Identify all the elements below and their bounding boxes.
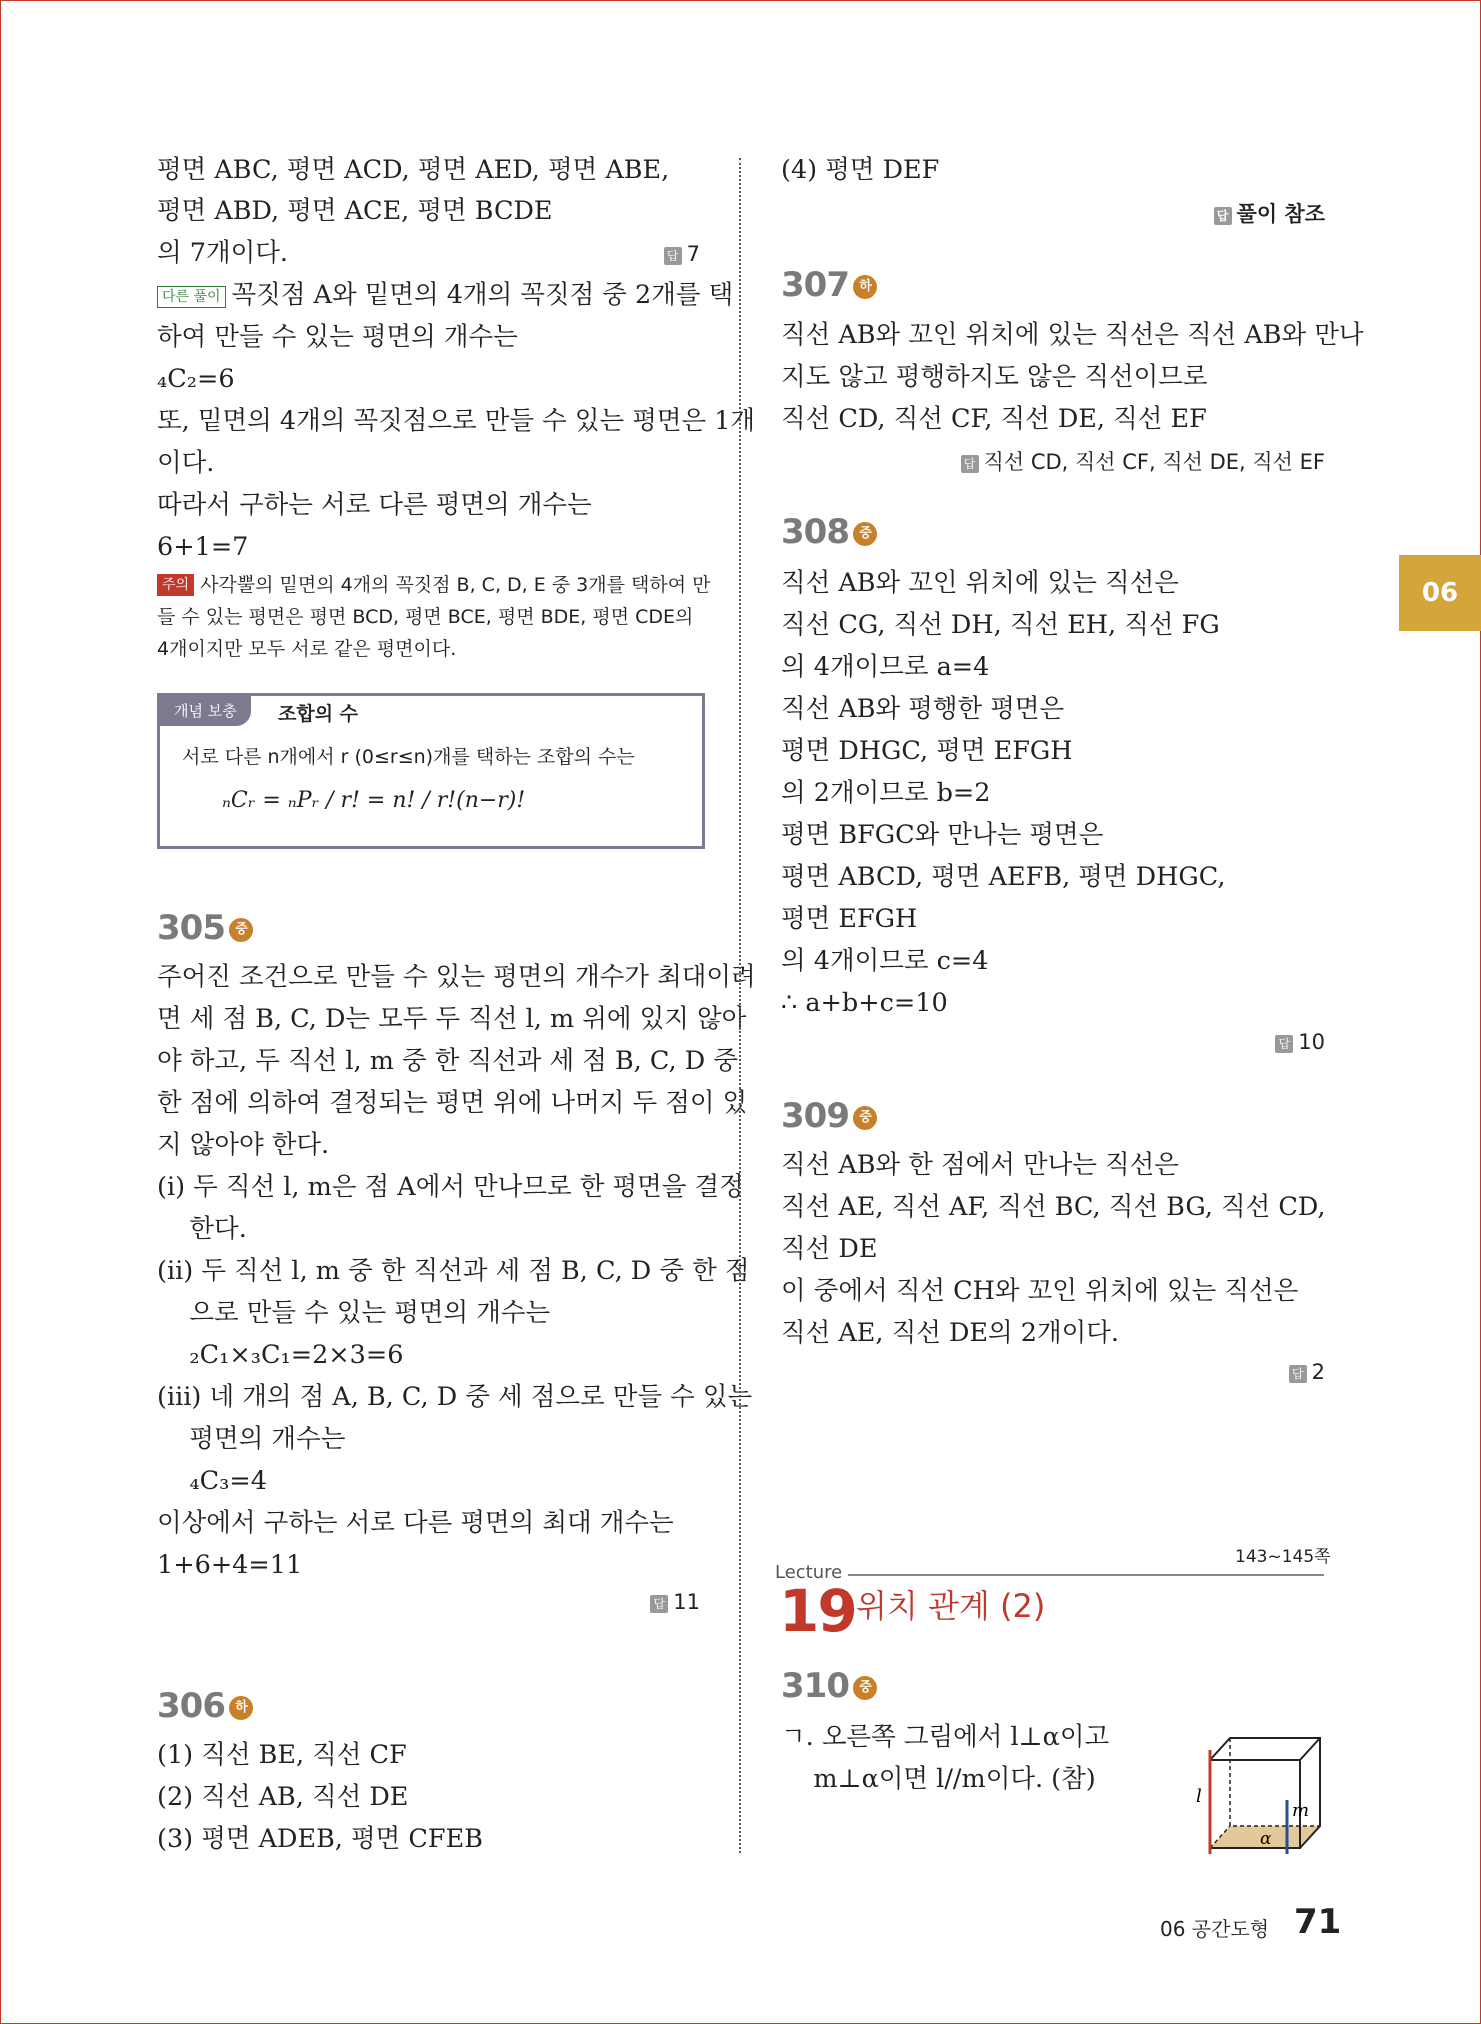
problem-308-number: 308 중 xyxy=(781,512,877,552)
p305-line: 1+6+4=11 xyxy=(157,1550,303,1580)
p305-line: 한 점에 의하여 결정되는 평면 위에 나머지 두 점이 있 xyxy=(157,1088,748,1118)
p305-line: ₄C₃=4 xyxy=(157,1466,267,1496)
label-m: m xyxy=(1292,1800,1310,1821)
p308-line: 의 4개이므로 c=4 xyxy=(781,946,989,976)
alt-line-1: 다른 풀이 꼭짓점 A와 밑면의 4개의 꼭짓점 중 2개를 택 xyxy=(157,278,733,312)
alt-line-7: 6+1=7 xyxy=(157,532,249,562)
column-divider xyxy=(739,158,741,1853)
p306-line-4: (4) 평면 DEF xyxy=(781,155,940,185)
p305-line: 평면의 개수는 xyxy=(157,1424,346,1454)
p305-line: 주어진 조건으로 만들 수 있는 평면의 개수가 최대이려 xyxy=(157,962,756,992)
p310-line: m⊥α이면 l//m이다. (참) xyxy=(781,1764,1096,1794)
p305-line: ₂C₁×₃C₁=2×3=6 xyxy=(157,1340,404,1370)
alt-line-5: 이다. xyxy=(157,448,215,478)
p305-line: 한다. xyxy=(157,1214,247,1244)
p308-line: 직선 AB와 꼬인 위치에 있는 직선은 xyxy=(781,568,1179,598)
p305-line: 이상에서 구하는 서로 다른 평면의 최대 개수는 xyxy=(157,1508,674,1538)
note-line-2: 들 수 있는 평면은 평면 BCD, 평면 BCE, 평면 BDE, 평면 CDE의 xyxy=(157,606,694,628)
p306-line: (1) 직선 BE, 직선 CF xyxy=(157,1740,407,1770)
answer-mark: 답 xyxy=(664,247,682,265)
p309-line: 직선 AB와 한 점에서 만나는 직선은 xyxy=(781,1150,1179,1180)
footer-chapter: 06 공간도형 xyxy=(1160,1917,1270,1941)
cube-figure xyxy=(1196,1720,1326,1854)
level-badge: 중 xyxy=(853,1106,877,1130)
p309-line: 직선 AE, 직선 DE의 2개이다. xyxy=(781,1318,1120,1348)
p308-line: 평면 DHGC, 평면 EFGH xyxy=(781,736,1073,766)
lecture-pages: 143~145쪽 xyxy=(1235,1547,1331,1567)
problem-305-number: 305 중 xyxy=(157,908,253,948)
lecture-rule xyxy=(848,1574,1324,1576)
answer-309: 답 2 xyxy=(1289,1360,1325,1384)
label-l: l xyxy=(1196,1786,1202,1807)
p309-line: 이 중에서 직선 CH와 꼬인 위치에 있는 직선은 xyxy=(781,1276,1299,1306)
p308-line: 의 2개이므로 b=2 xyxy=(781,778,991,808)
label-alpha: α xyxy=(1260,1829,1272,1849)
p308-line: 직선 CG, 직선 DH, 직선 EH, 직선 FG xyxy=(781,610,1220,640)
p306-line: (3) 평면 ADEB, 평면 CFEB xyxy=(157,1824,483,1854)
answer-307: 답 직선 CD, 직선 CF, 직선 DE, 직선 EF xyxy=(961,446,1325,476)
p305-line: (ⅰ) 두 직선 l, m은 점 A에서 만나므로 한 평면을 결정 xyxy=(157,1172,744,1202)
p308-line: 평면 BFGC와 만나는 평면은 xyxy=(781,820,1104,850)
alt-line-4: 또, 밑면의 4개의 꼭짓점으로 만들 수 있는 평면은 1개 xyxy=(157,406,756,436)
p305-line: 야 하고, 두 직선 l, m 중 한 직선과 세 점 B, C, D 중 xyxy=(157,1046,738,1076)
p308-line: 평면 ABCD, 평면 AEFB, 평면 DHGC, xyxy=(781,862,1226,892)
p305-line: 으로 만들 수 있는 평면의 개수는 xyxy=(157,1298,551,1328)
alt-line-6: 따라서 구하는 서로 다른 평면의 개수는 xyxy=(157,490,592,520)
intro-line-2: 평면 ABD, 평면 ACE, 평면 BCDE xyxy=(157,196,553,226)
intro-line-1: 평면 ABC, 평면 ACD, 평면 AED, 평면 ABE, xyxy=(157,155,670,185)
concept-head: 개념 보충 xyxy=(160,696,251,726)
note-line-1: 주의 사각뿔의 밑면의 4개의 꼭짓점 B, C, D, E 중 3개를 택하여 만 xyxy=(157,570,710,600)
p308-line: 의 4개이므로 a=4 xyxy=(781,652,990,682)
p307-line: 직선 CD, 직선 CF, 직선 DE, 직선 EF xyxy=(781,404,1207,434)
chapter-tab: 06 xyxy=(1399,555,1481,631)
concept-formula: ₙCᵣ = ₙPᵣ / r! = n! / r!(n−r)! xyxy=(222,788,526,813)
level-badge: 중 xyxy=(229,918,253,942)
p305-line: (ⅲ) 네 개의 점 A, B, C, D 중 세 점으로 만들 수 있는 xyxy=(157,1382,753,1412)
answer-306: 답 풀이 참조 xyxy=(1214,198,1325,228)
p310-line: ㄱ. 오른쪽 그림에서 l⊥α이고 xyxy=(781,1722,1110,1752)
p307-line: 지도 않고 평행하지도 않은 직선이므로 xyxy=(781,362,1208,392)
problem-309-number: 309 중 xyxy=(781,1096,877,1136)
alt-line-2: 하여 만들 수 있는 평면의 개수는 xyxy=(157,322,518,352)
level-badge: 하 xyxy=(853,275,877,299)
answer-305: 답 11 xyxy=(650,1590,700,1614)
lecture-title: 위치 관계 (2) xyxy=(856,1587,1046,1625)
lecture-label: Lecture xyxy=(775,1562,843,1583)
p305-line: 면 세 점 B, C, D는 모두 두 직선 l, m 위에 있지 않아 xyxy=(157,1004,747,1034)
p306-line: (2) 직선 AB, 직선 DE xyxy=(157,1782,409,1812)
p305-line: (ⅱ) 두 직선 l, m 중 한 직선과 세 점 B, C, D 중 한 점 xyxy=(157,1256,750,1286)
problem-310-number: 310 중 xyxy=(781,1666,877,1706)
concept-box xyxy=(157,693,705,849)
lecture-number: 19 xyxy=(779,1577,856,1645)
answer-intro: 답 7 xyxy=(664,242,700,266)
answer-308: 답 10 xyxy=(1275,1030,1325,1054)
page-number: 71 xyxy=(1294,1902,1342,1942)
level-badge: 중 xyxy=(853,1676,877,1700)
note-line-3: 4개이지만 모두 서로 같은 평면이다. xyxy=(157,638,457,660)
level-badge: 중 xyxy=(853,522,877,546)
level-badge: 하 xyxy=(229,1696,253,1720)
p308-line: 직선 AB와 평행한 평면은 xyxy=(781,694,1065,724)
intro-line-3: 의 7개이다. xyxy=(157,238,288,268)
problem-307-number: 307 하 xyxy=(781,265,877,305)
p308-line: 평면 EFGH xyxy=(781,904,918,934)
p308-line: ∴ a+b+c=10 xyxy=(781,988,948,1018)
p309-line: 직선 AE, 직선 AF, 직선 BC, 직선 BG, 직선 CD, xyxy=(781,1192,1326,1222)
alt-line-3: ₄C₂=6 xyxy=(157,364,235,394)
concept-title: 조합의 수 xyxy=(278,703,359,725)
alt-solution-tag: 다른 풀이 xyxy=(157,286,226,308)
problem-306-number: 306 하 xyxy=(157,1686,253,1726)
p305-line: 지 않아야 한다. xyxy=(157,1130,330,1160)
p307-line: 직선 AB와 꼬인 위치에 있는 직선은 직선 AB와 만나 xyxy=(781,320,1364,350)
p309-line: 직선 DE xyxy=(781,1234,878,1264)
caution-tag: 주의 xyxy=(157,574,194,596)
concept-text: 서로 다른 n개에서 r (0≤r≤n)개를 택하는 조합의 수는 xyxy=(182,746,635,768)
